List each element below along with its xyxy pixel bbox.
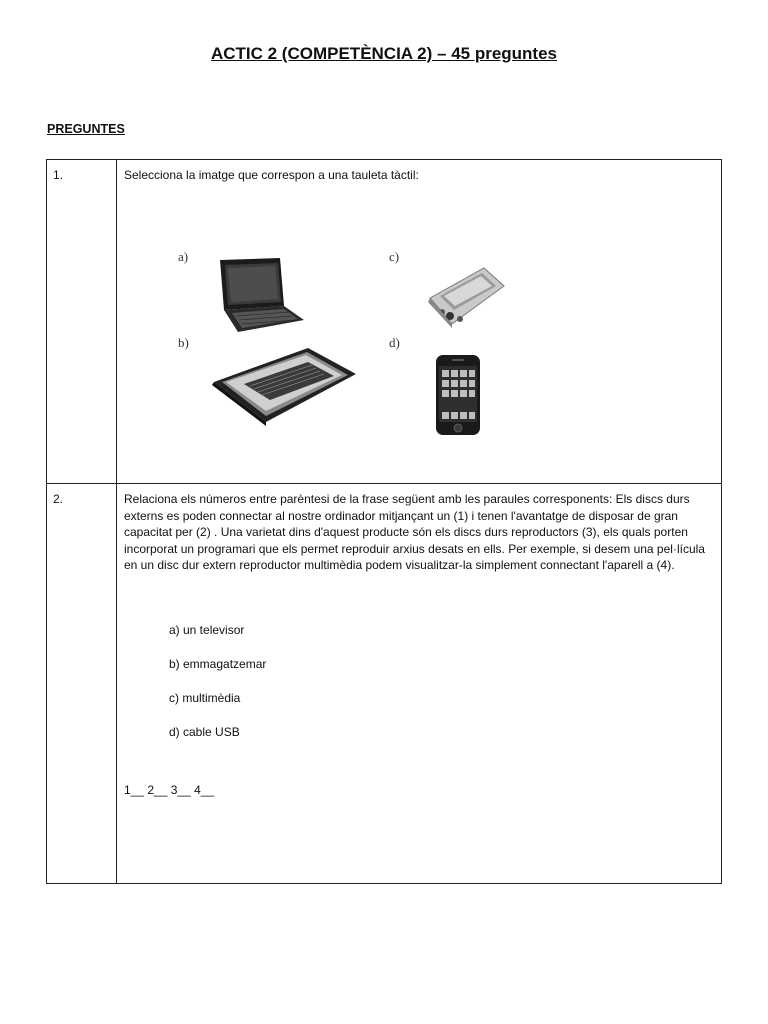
option-label-a: a): [178, 248, 189, 264]
option-item-a: a) un televisor: [169, 622, 245, 637]
question-row-2: [47, 484, 722, 884]
option-label-d: d): [389, 334, 400, 350]
question-number: 2.: [47, 484, 117, 884]
question-body: [117, 484, 722, 884]
image-options-grid: [124, 184, 715, 444]
netbook-icon: [208, 256, 306, 336]
option-item-b: b) emmagatzemar: [169, 656, 267, 671]
questions-table: [46, 159, 722, 884]
answer-line: 1__ 2__ 3__ 4__: [124, 782, 215, 797]
option-label-b: b): [178, 334, 189, 350]
smartphone-icon: [434, 354, 482, 436]
tablet-keyboard-icon: [208, 344, 360, 426]
pda-icon: [422, 264, 508, 330]
section-heading: PREGUNTES: [47, 122, 125, 136]
question-text: Selecciona la imatge que correspon a una tauleta tàctil:: [124, 168, 419, 182]
question-row-1: [47, 160, 722, 484]
answer-options: [124, 622, 715, 758]
option-item-d: d) cable USB: [169, 724, 240, 739]
document-title: ACTIC 2 (COMPETÈNCIA 2) – 45 preguntes: [210, 44, 558, 63]
question-body: [117, 160, 722, 484]
option-item-c: c) multimèdia: [169, 690, 241, 705]
question-number: 1.: [47, 160, 117, 484]
question-text: Relaciona els números entre parèntesi de la frase següent amb les paraules corresponents: Els discs durs externs es poden connectar al nostre ordinador mitjançant un (1) i tenen l'avantatge de disposar de gran capacitat per (2) . Una varietat dins d'aquest producte són els discs durs reproductors (3), els quals porten incorporat un programari que els permet reproduir arxius desats en ells. Per exemple, si desem una pel·lícula en un disc dur extern reproductor multimèdia podem visualitzar-la simplement connectant l'aparell a (4).: [124, 492, 705, 572]
option-label-c: c): [389, 248, 400, 264]
